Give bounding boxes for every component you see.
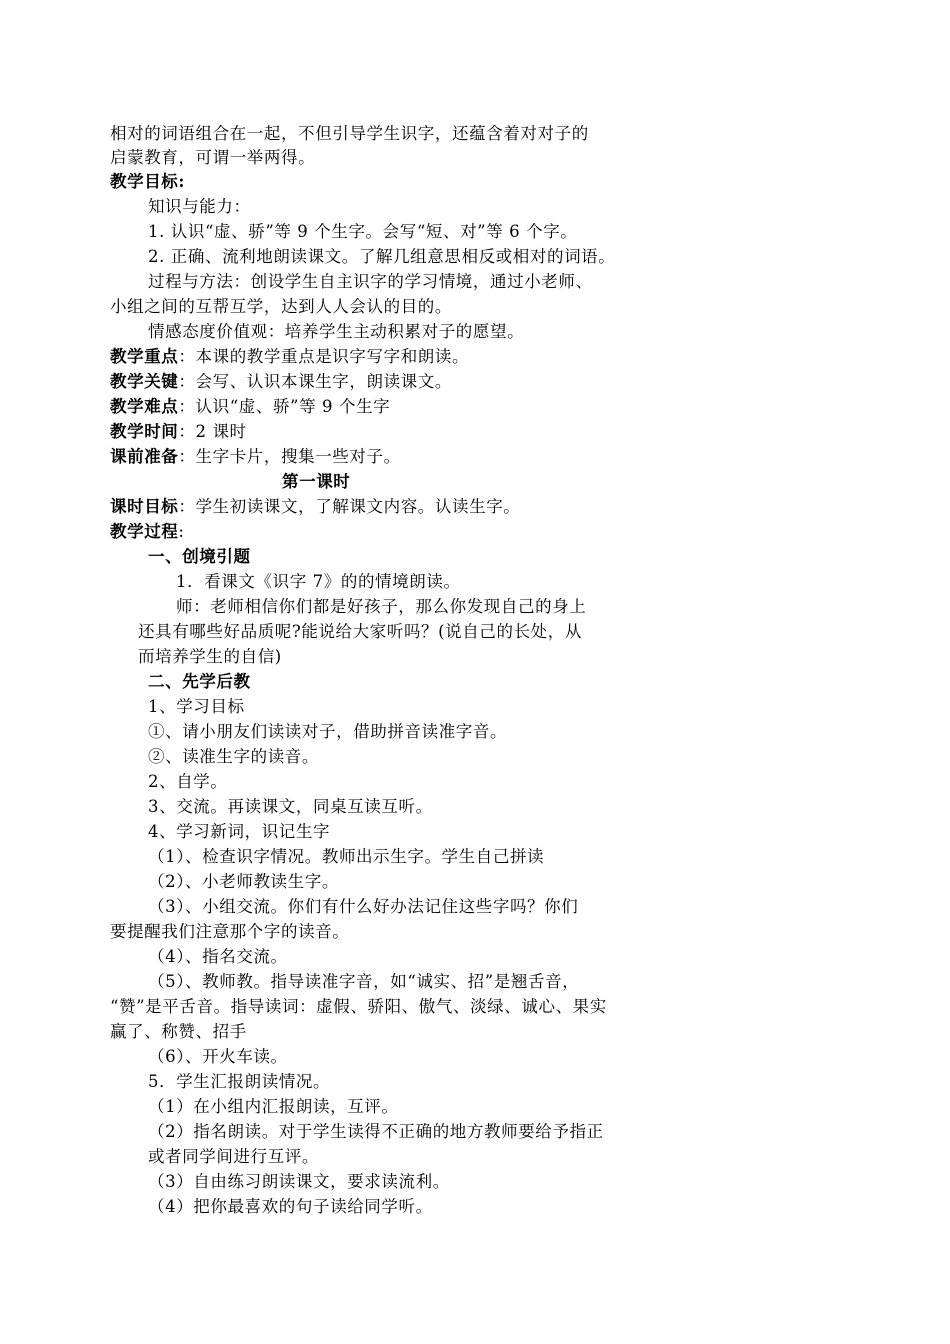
intro-line-2: 启蒙教育，可谓一举两得。 — [110, 148, 316, 167]
section-2-s4-3b: 要提醒我们注意那个字的读音。 — [110, 922, 350, 941]
section-2-heading: 二、先学后教 — [148, 672, 251, 691]
section-2-s5-4: （4）把你最喜欢的句子读给同学听。 — [148, 1197, 433, 1216]
objective-item-1: 1. 认识“虚、骄”等 9 个生字。会写“短、对”等 6 个字。 — [148, 222, 578, 241]
teaching-key-text: ：会写、认识本课生字，朗读课文。 — [178, 372, 453, 391]
section-2-s1b: ②、读准生字的读音。 — [148, 747, 319, 766]
objective-item-2: 2. 正确、流利地朗读课文。了解几组意思相反或相对的词语。 — [148, 247, 616, 266]
teaching-process-label: 教学过程 — [110, 522, 179, 541]
teaching-time — [110, 420, 247, 444]
section-2-s4-4: （4）、指名交流。 — [148, 947, 288, 966]
section-2-s4-3a: （3）、小组交流。你们有什么好办法记住这些字吗？你们 — [148, 897, 579, 916]
section-1-heading: 一、创境引题 — [148, 547, 251, 566]
teaching-focus-label: 教学重点 — [110, 347, 179, 366]
section-1-teacher-line-2: 还具有哪些好品质呢?能说给大家听吗？(说自己的长处，从 — [138, 622, 582, 641]
knowledge-title: 知识与能力： — [148, 197, 251, 216]
teaching-process-colon: : — [178, 522, 185, 541]
teaching-process — [110, 520, 185, 544]
teaching-time-text: ：2 课时 — [178, 422, 247, 441]
section-2-s4-5c: 赢了、称赞、招手 — [110, 1022, 247, 1041]
process-method-line-1: 过程与方法：创设学生自主识字的学习情境，通过小老师、 — [148, 272, 593, 291]
section-2-s1: 1、学习目标 — [148, 697, 245, 716]
lesson-goal-label: 课时目标 — [110, 497, 179, 516]
lesson-goal-text: ：学生初读课文，了解课文内容。认读生字。 — [178, 497, 521, 516]
section-1-teacher-line-1: 师：老师相信你们都是好孩子，那么你发现自己的身上 — [176, 597, 587, 616]
teaching-key-label: 教学关键 — [110, 372, 179, 391]
teaching-time-label: 教学时间 — [110, 422, 179, 441]
section-2-s5-2a: （2）指名朗读。对于学生读得不正确的地方教师要给予指正 — [148, 1122, 604, 1141]
teaching-difficulty — [110, 395, 390, 419]
class-preparation-label: 课前准备 — [110, 447, 179, 466]
process-method-line-2: 小组之间的互帮互学，达到人人会认的目的。 — [110, 297, 452, 316]
objectives-heading: 教学目标: — [110, 172, 186, 191]
section-2-s4-1: （1）、检查识字情况。教师出示生字。学生自己拼读 — [148, 847, 545, 866]
lesson-title: 第一课时 — [282, 472, 351, 491]
section-2-s5-1: （1）在小组内汇报朗读，互评。 — [148, 1097, 399, 1116]
class-preparation-text: ：生字卡片，搜集一些对子。 — [178, 447, 401, 466]
section-2-s3: 3、交流。再读课文，同桌互读互听。 — [148, 797, 433, 816]
section-2-s4-2: （2）、小老师教读生字。 — [148, 872, 339, 891]
class-preparation — [110, 445, 401, 469]
teaching-difficulty-label: 教学难点 — [110, 397, 179, 416]
section-2-s4-6: （6）、开火车读。 — [148, 1047, 288, 1066]
section-2-s5-3: （3）自由练习朗读课文，要求读流利。 — [148, 1172, 450, 1191]
teaching-focus — [110, 345, 469, 369]
section-2-s1a: ①、请小朋友们读读对子，借助拼音读准字音。 — [148, 722, 508, 741]
emotion-objective: 情感态度价值观：培养学生主动积累对子的愿望。 — [148, 322, 525, 341]
teaching-difficulty-text: ：认识“虚、骄”等 9 个生字 — [178, 397, 391, 416]
teaching-key — [110, 370, 452, 394]
intro-line-1: 相对的词语组合在一起，不但引导学生识字，还蕴含着对对子的 — [110, 124, 589, 143]
section-2-s5: 5．学生汇报朗读情况。 — [148, 1072, 331, 1091]
lesson-goal — [110, 495, 520, 519]
section-1-teacher-line-3: 而培养学生的自信) — [138, 647, 282, 666]
section-2-s4-5a: （5）、教师教。指导读准字音，如“诚实、招”是翘舌音， — [148, 972, 580, 991]
section-1-item-1: 1．看课文《识字 7》的的情境朗读。 — [176, 572, 461, 591]
section-2-s4: 4、学习新词，识记生字 — [148, 822, 331, 841]
section-2-s5-2b: 或者同学间进行互评。 — [148, 1147, 319, 1166]
section-2-s2: 2、自学。 — [148, 772, 228, 791]
teaching-focus-text: ：本课的教学重点是识字写字和朗读。 — [178, 347, 470, 366]
section-2-s4-5b: “赞”是平舌音。指导读词：虚假、骄阳、傲气、淡绿、诚心、果实 — [110, 997, 607, 1016]
